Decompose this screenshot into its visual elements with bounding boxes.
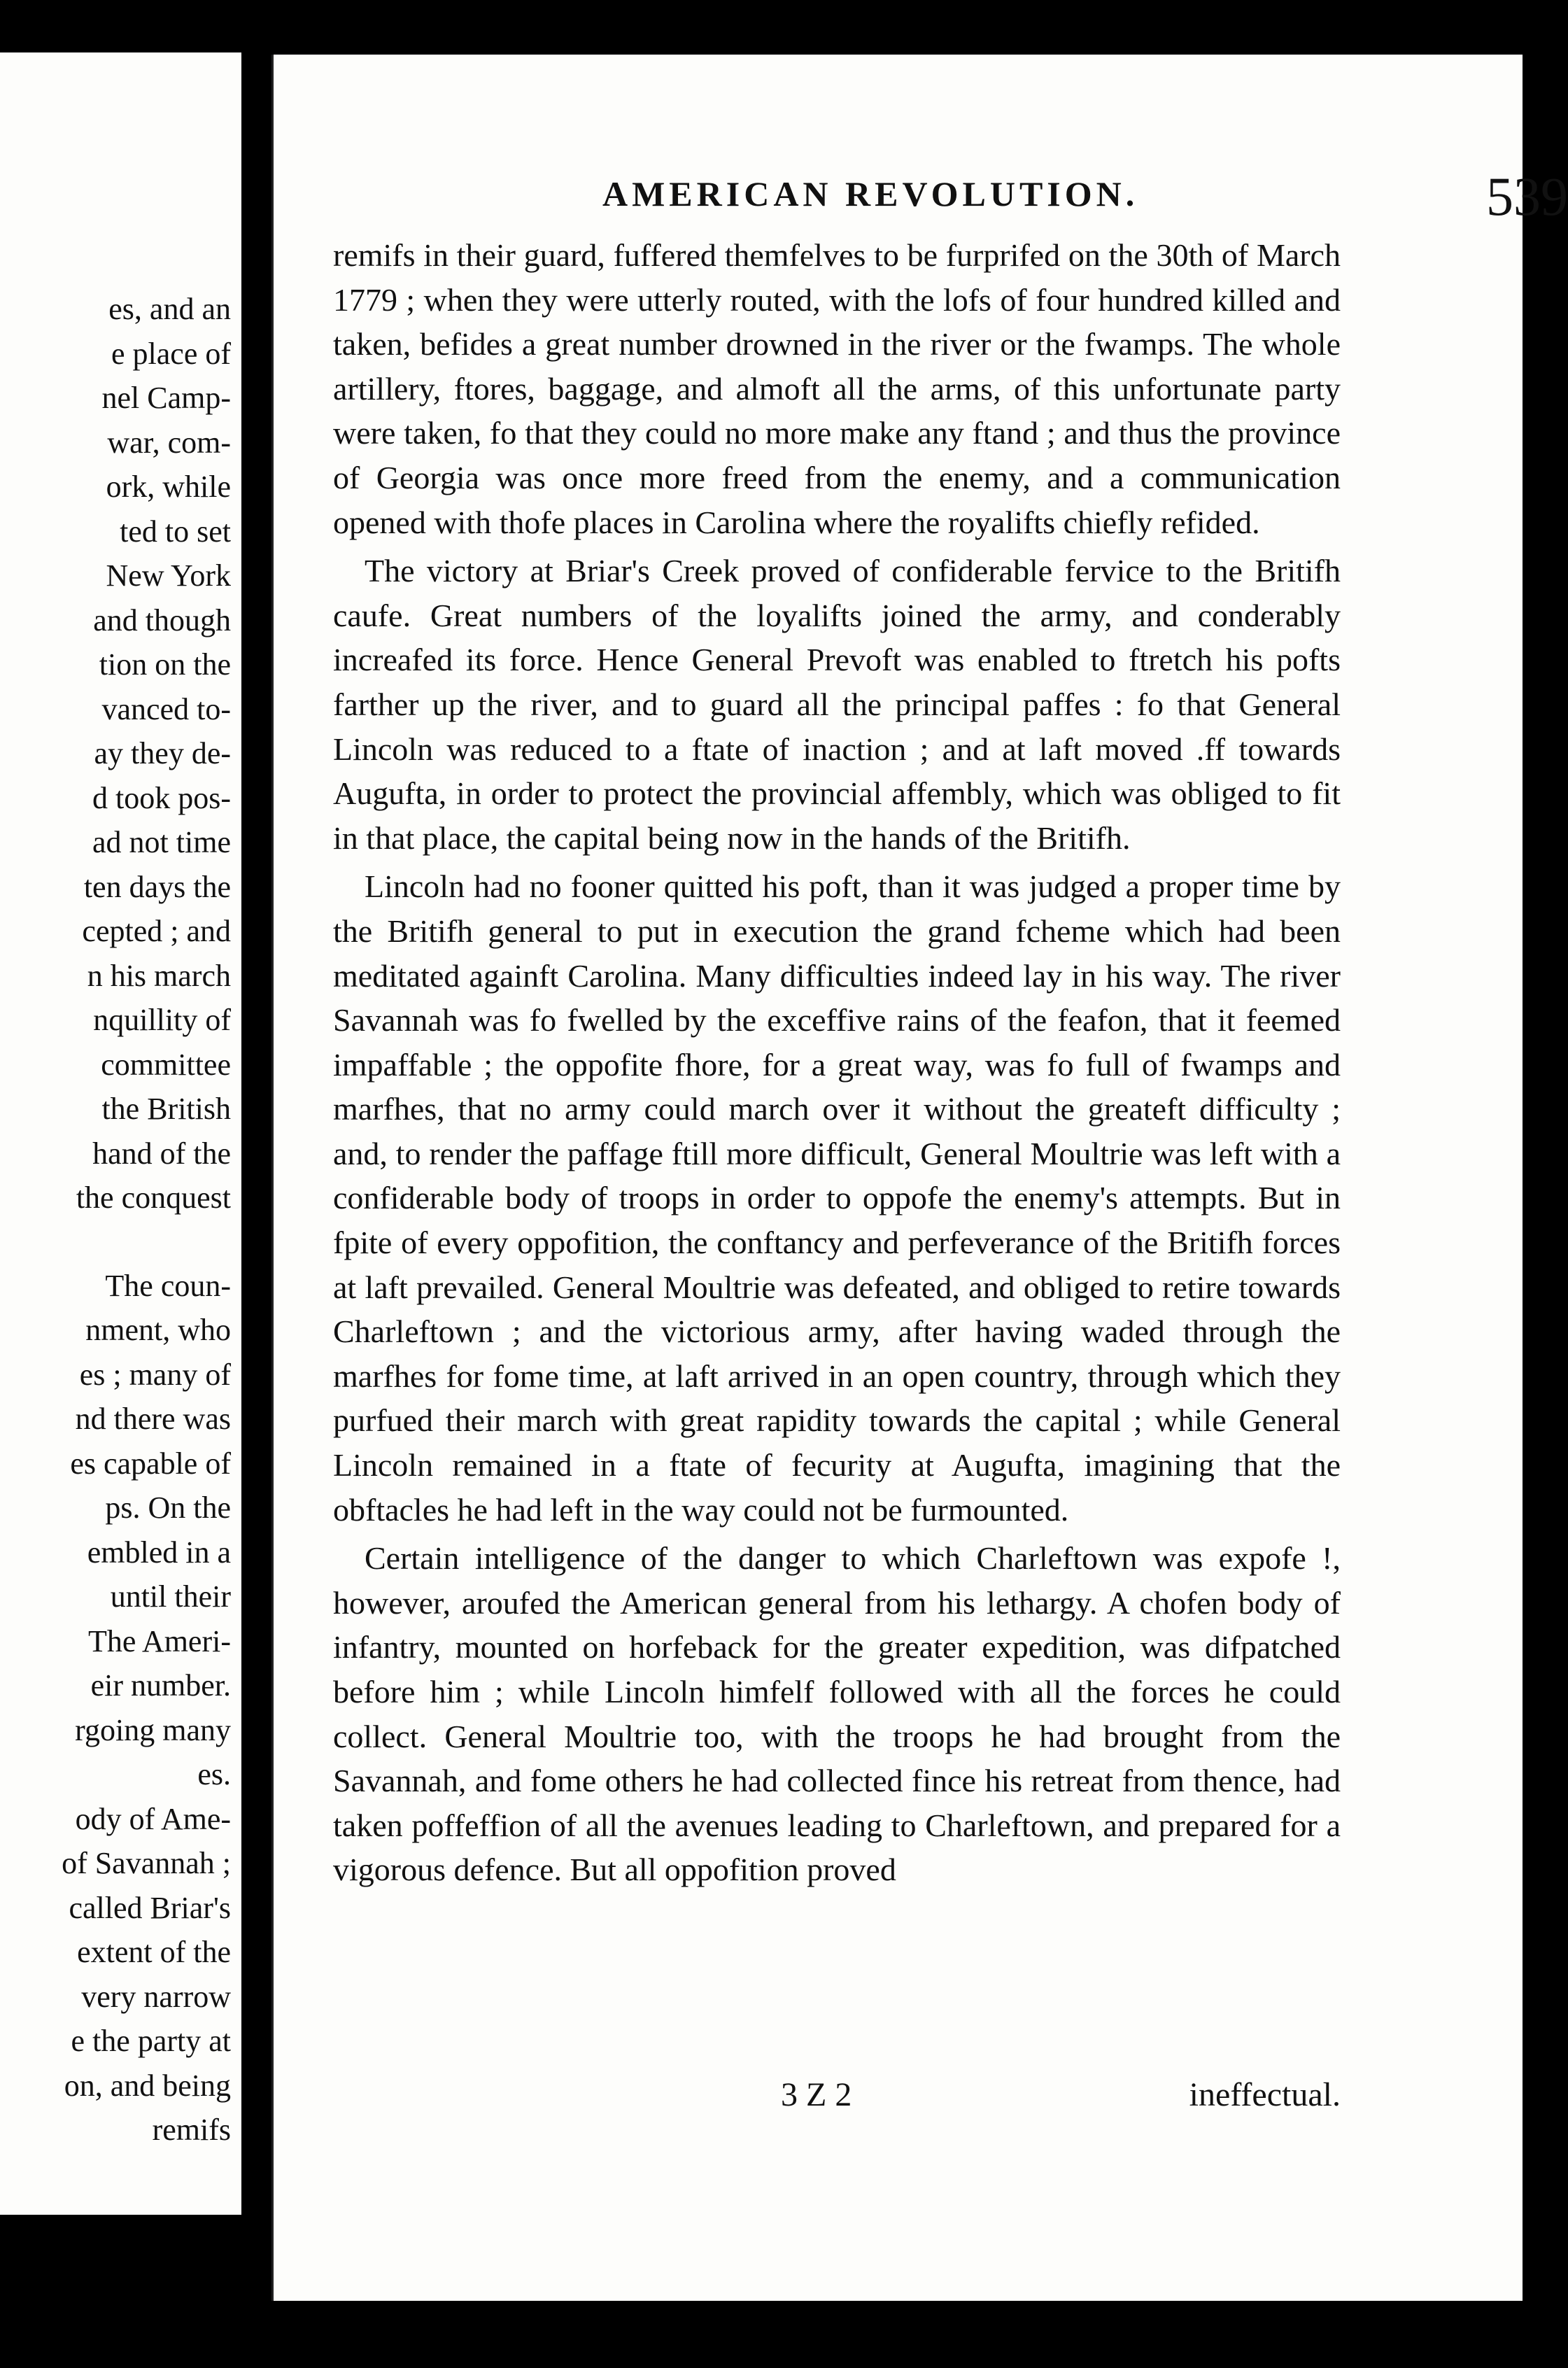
facing-page-line: and though bbox=[93, 602, 231, 637]
facing-page-line: e the party at bbox=[71, 2024, 231, 2058]
facing-page-line: on, and being bbox=[64, 2068, 231, 2103]
facing-page-line: es capable of bbox=[70, 1446, 231, 1481]
facing-page-line: n his march bbox=[87, 958, 231, 993]
facing-page-line: eir number. bbox=[90, 1668, 231, 1703]
body-text bbox=[333, 233, 1341, 1892]
facing-page-line: The Ameri- bbox=[87, 1623, 231, 1658]
facing-page-line: es. bbox=[197, 1757, 231, 1791]
facing-page-line: the British bbox=[101, 1092, 231, 1126]
facing-page-line: ork, while bbox=[106, 470, 231, 504]
catchword: ineffectual. bbox=[1189, 2076, 1341, 2113]
paragraph: The victory at Briar's Creek proved of confiderable fervice to the Britifh caufe. Great numbers of the loyalifts joined the army, and conderably increafed its force. Hence General Prevoft was enabled to ftretch his pofts farther up the river, and to guard all the principal paffes : fo that General Lincoln was reduced to a ftate of inaction ; and at laft moved .ff towards Augufta, in order to protect the provincial affembly, which was obliged to fit in that place, the capital being now in the hands of the Britifh. bbox=[333, 553, 1341, 856]
facing-page-line: nel Camp- bbox=[101, 381, 231, 415]
facing-page-line: d took pos- bbox=[92, 780, 231, 815]
page-footer bbox=[333, 2075, 1341, 2124]
facing-page-line: hand of the bbox=[92, 1136, 231, 1171]
facing-page-line: ad not time bbox=[92, 825, 231, 859]
signature-mark: 3 Z 2 bbox=[781, 2076, 852, 2113]
facing-page-line: ps. On the bbox=[105, 1490, 231, 1525]
facing-page-line: until their bbox=[110, 1579, 231, 1614]
facing-page-line: The coun- bbox=[105, 1268, 231, 1303]
facing-page-line bbox=[0, 1220, 231, 1264]
running-head: AMERICAN REVOLUTION. bbox=[602, 174, 1139, 213]
facing-page bbox=[0, 52, 241, 2215]
facing-page-line: extent of the bbox=[77, 1935, 231, 1969]
facing-page-line: nment, who bbox=[85, 1313, 231, 1347]
paragraph: remifs in their guard, fuffered themfelves to be furprifed on the 30th of March 1779 ; when they were utterly routed, with the lofs of four hundred killed and taken, befides a great number drowned in the river or the fwamps. The whole artillery, ftores, baggage, and almoft all the arms, of this unfortunate party were taken, fo that they could no more make any ftand ; and thus the province of Georgia was once more freed from the enemy, and a communication opened with thofe places in Carolina where the royalifts chiefly refided. bbox=[333, 237, 1341, 540]
paragraph: Certain intelligence of the danger to which Charleftown was expofe !, however, aroufed the American general from his lethargy. A chofen body of infantry, mounted on horfeback for the greater expedition, was difpatched before him ; while Lincoln himfelf followed with all the forces he could collect. General Moultrie too, with the troops he had brought from the Savannah, and fome others he had collected fince his retreat from thence, had taken poffeffion of all the avenues leading to Charleftown, and prepared for a vigorous defence. But all oppofition proved bbox=[333, 1540, 1341, 1888]
facing-page-line: the conquest bbox=[76, 1181, 231, 1215]
facing-page-line: e place of bbox=[111, 336, 231, 371]
facing-page-line: ten days the bbox=[83, 869, 231, 904]
facing-page-line: tion on the bbox=[99, 647, 231, 682]
facing-page-line: es, and an bbox=[108, 292, 231, 326]
facing-page-line: committee bbox=[101, 1047, 231, 1082]
facing-page-line: rgoing many bbox=[75, 1712, 231, 1747]
facing-page-line: cepted ; and bbox=[82, 914, 231, 948]
paragraph: Lincoln had no fooner quitted his poft, than it was judged a proper time by the Britifh general to put in execution the grand fcheme which had been meditated againft Carolina. Many difficulties indeed lay in his way. The river Savannah was fo fwelled by the exceffive rains of the feafon, that it feemed impaffable ; the oppofite fhore, for a great way, was fo full of fwamps and marfhes, that no army could march over it without the greateft difficulty ; and, to render the paffage ftill more difficult, General Moultrie was left with a confiderable body of troops in order to oppofe the enemy's attempts. But in fpite of every oppofition, the conftancy and perfeverance of the Britifh forces at laft prevailed. General Moultrie was defeated, and obliged to retire towards Charleftown ; and the victorious army, after having waded through the marfhes for fome time, at laft arrived in an open country, through which they purfued their march with great rapidity towards the capital ; while General Lincoln remained in a ftate of fecurity at Augufta, imagining that the obftacles he had left in the way could not be furmounted. bbox=[333, 868, 1341, 1528]
facing-page-line: ted to set bbox=[120, 514, 231, 549]
book-page bbox=[271, 55, 1568, 2301]
facing-page-text bbox=[0, 287, 231, 2152]
facing-page-line: nd there was bbox=[75, 1402, 231, 1436]
page-number: 539 bbox=[1486, 166, 1568, 227]
facing-page-line: war, com- bbox=[107, 425, 231, 460]
facing-page-line: nquillity of bbox=[93, 1003, 231, 1037]
facing-page-line: ody of Ame- bbox=[75, 1801, 231, 1836]
facing-page-line: ay they de- bbox=[94, 736, 231, 770]
facing-page-line: vanced to- bbox=[101, 691, 231, 726]
facing-page-line: of Savannah ; bbox=[62, 1846, 231, 1880]
facing-page-line: es ; many of bbox=[79, 1357, 231, 1392]
facing-page-line: very narrow bbox=[81, 1979, 231, 2014]
facing-page-line: called Briar's bbox=[69, 1890, 231, 1925]
facing-page-line: embled in a bbox=[87, 1535, 231, 1570]
facing-page-line: New York bbox=[106, 558, 231, 593]
facing-page-line: remifs bbox=[152, 2113, 231, 2147]
